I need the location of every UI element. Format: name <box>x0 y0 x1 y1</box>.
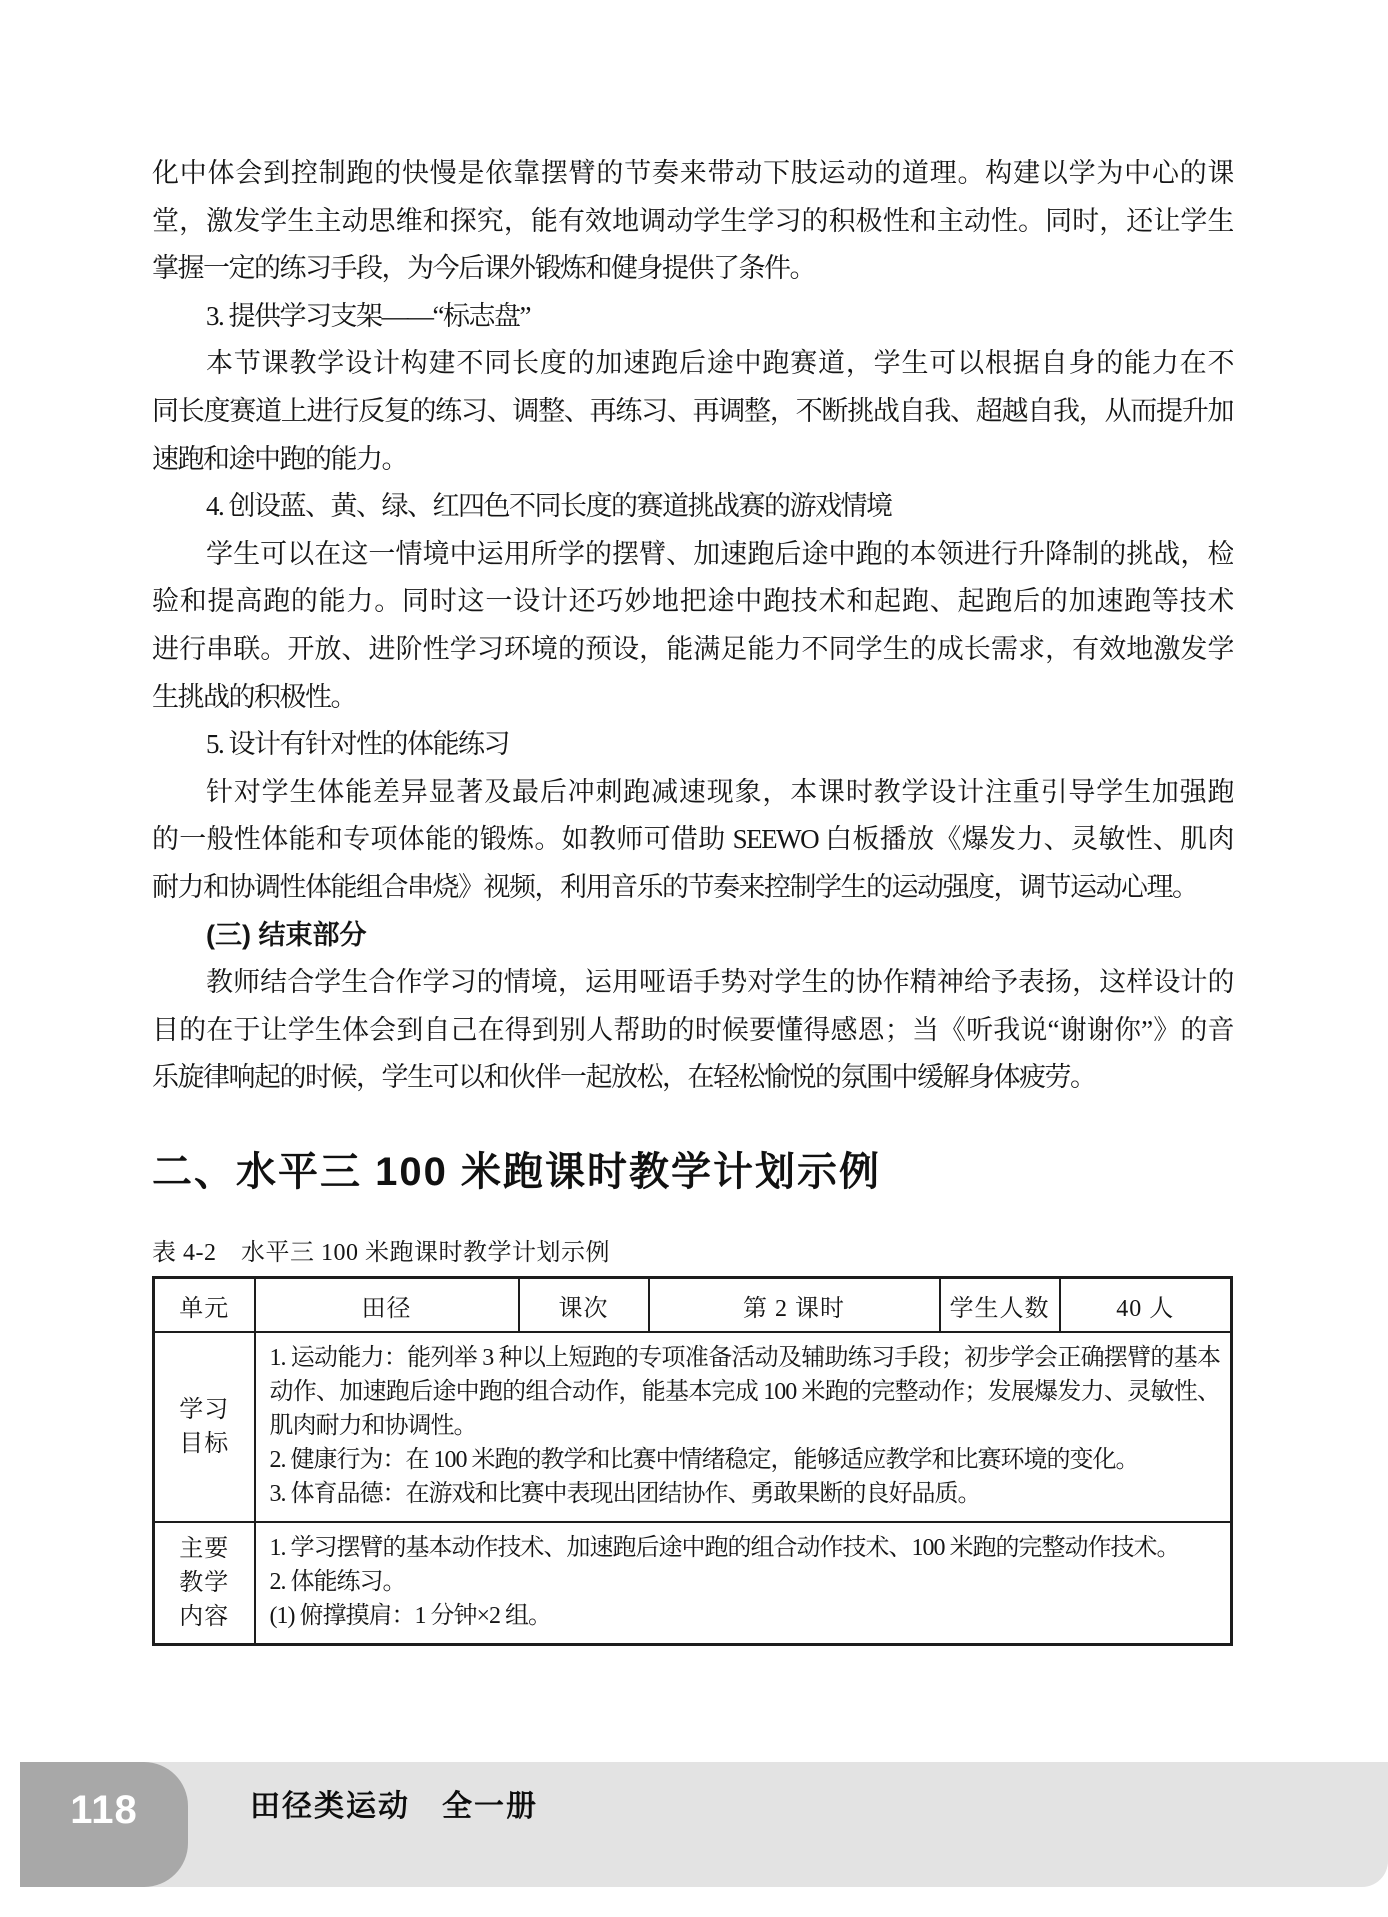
content-item: 2. 体能练习。 <box>269 1569 406 1595</box>
content-content-cell <box>255 1522 1232 1645</box>
body-line: 教师结合学生合作学习的情境，运用哑语手势对学生的协作精神给予表扬，这样设计的 <box>206 967 1233 998</box>
page-number: 118 <box>70 1788 138 1832</box>
page-number-tab <box>20 1762 188 1887</box>
footer-bar <box>20 1762 1388 1887</box>
body-line: 学生可以在这一情境中运用所学的摆臂、加速跑后途中跑的本领进行升降制的挑战，检 <box>206 538 1233 569</box>
lesson-plan-table <box>152 1276 1233 1646</box>
table-caption: 表 4-2 水平三 100 米跑课时教学计划示例 <box>152 1240 610 1266</box>
goal-item: 2. 健康行为：在 100 米跑的教学和比赛中情绪稳定，能够适应教学和比赛环境的变化。 <box>269 1447 1139 1473</box>
goal-item: 3. 体育品德：在游戏和比赛中表现出团结协作、勇敢果断的良好品质。 <box>269 1481 981 1507</box>
body-text-block <box>152 150 1233 1102</box>
body-line: 针对学生体能差异显著及最后冲刺跑减速现象，本课时教学设计注重引导学生加强跑 <box>206 776 1233 807</box>
lesson-label-cell: 课次 <box>519 1278 649 1333</box>
unit-label-cell: 单元 <box>154 1278 255 1333</box>
body-line: 速跑和途中跑的能力。 <box>152 443 407 474</box>
body-line: 堂，激发学生主动思维和探究，能有效地调动学生学习的积极性和主动性。同时，还让学生 <box>152 205 1233 236</box>
goals-label-cell: 学习目标 <box>154 1332 255 1522</box>
learning-goals-row <box>154 1332 1232 1522</box>
content-item: 1. 学习摆臂的基本动作技术、加速跑后途中跑的组合动作技术、100 米跑的完整动作技术。 <box>269 1535 1180 1561</box>
students-label-cell: 学生人数 <box>940 1278 1060 1333</box>
body-line: 本节课教学设计构建不同长度的加速跑后途中跑赛道，学生可以根据自身的能力在不 <box>206 348 1233 379</box>
students-value-cell: 40 人 <box>1060 1278 1232 1333</box>
book-title: 田径类运动 全一册 <box>250 1790 538 1823</box>
body-line: 耐力和协调性体能组合串烧》视频，利用音乐的节奏来控制学生的运动强度，调节运动心理。 <box>152 871 1198 902</box>
body-line: 乐旋律响起的时候，学生可以和伙伴一起放松，在轻松愉悦的氛围中缓解身体疲劳。 <box>152 1062 1096 1093</box>
body-line: 5. 设计有针对性的体能练习 <box>206 729 509 760</box>
body-line: 掌握一定的练习手段，为今后课外锻炼和健身提供了条件。 <box>152 253 815 284</box>
body-line: 验和提高跑的能力。同时这一设计还巧妙地把途中跑技术和起跑、起跑后的加速跑等技术 <box>152 586 1233 617</box>
body-line: 同长度赛道上进行反复的练习、调整、再练习、再调整，不断挑战自我、超越自我，从而提升加 <box>152 395 1233 426</box>
lesson-value-cell: 第 2 课时 <box>649 1278 940 1333</box>
goals-content-cell <box>255 1332 1232 1522</box>
body-line: 进行串联。开放、进阶性学习环境的预设，能满足能力不同学生的成长需求，有效地激发学 <box>152 633 1233 664</box>
goal-item: 1. 运动能力：能列举 3 种以上短跑的专项准备活动及辅助练习手段；初步学会正确摆臂的基本动作、加速跑后途中跑的组合动作，能基本完成 100 米跑的完整动作；发展爆发力、灵敏性、肌肉耐力和协调性。 <box>269 1345 1220 1439</box>
body-line: 化中体会到控制跑的快慢是依靠摆臂的节奏来带动下肢运动的道理。构建以学为中心的课 <box>152 158 1233 188</box>
body-line: 3. 提供学习支架——“标志盘” <box>206 300 530 331</box>
content-label-cell: 主要教学内容 <box>154 1522 255 1645</box>
main-content-row <box>154 1522 1232 1645</box>
table-header-row <box>154 1278 1232 1333</box>
body-line: 生挑战的积极性。 <box>152 681 356 712</box>
section-heading: 二、水平三 100 米跑课时教学计划示例 <box>152 1150 881 1194</box>
body-line: 4. 创设蓝、黄、绿、红四色不同长度的赛道挑战赛的游戏情境 <box>206 491 892 522</box>
unit-value-cell: 田径 <box>255 1278 519 1333</box>
body-subheading-closing-part: (三) 结束部分 <box>206 919 367 950</box>
body-line: 的一般性体能和专项体能的锻炼。如教师可借助 SEEWO 白板播放《爆发力、灵敏性、肌肉 <box>152 824 1233 855</box>
content-item: (1) 俯撑摸肩：1 分钟×2 组。 <box>269 1603 552 1629</box>
body-line: 目的在于让学生体会到自己在得到别人帮助的时候要懂得感恩；当《听我说“谢谢你”》的音 <box>152 1014 1233 1045</box>
